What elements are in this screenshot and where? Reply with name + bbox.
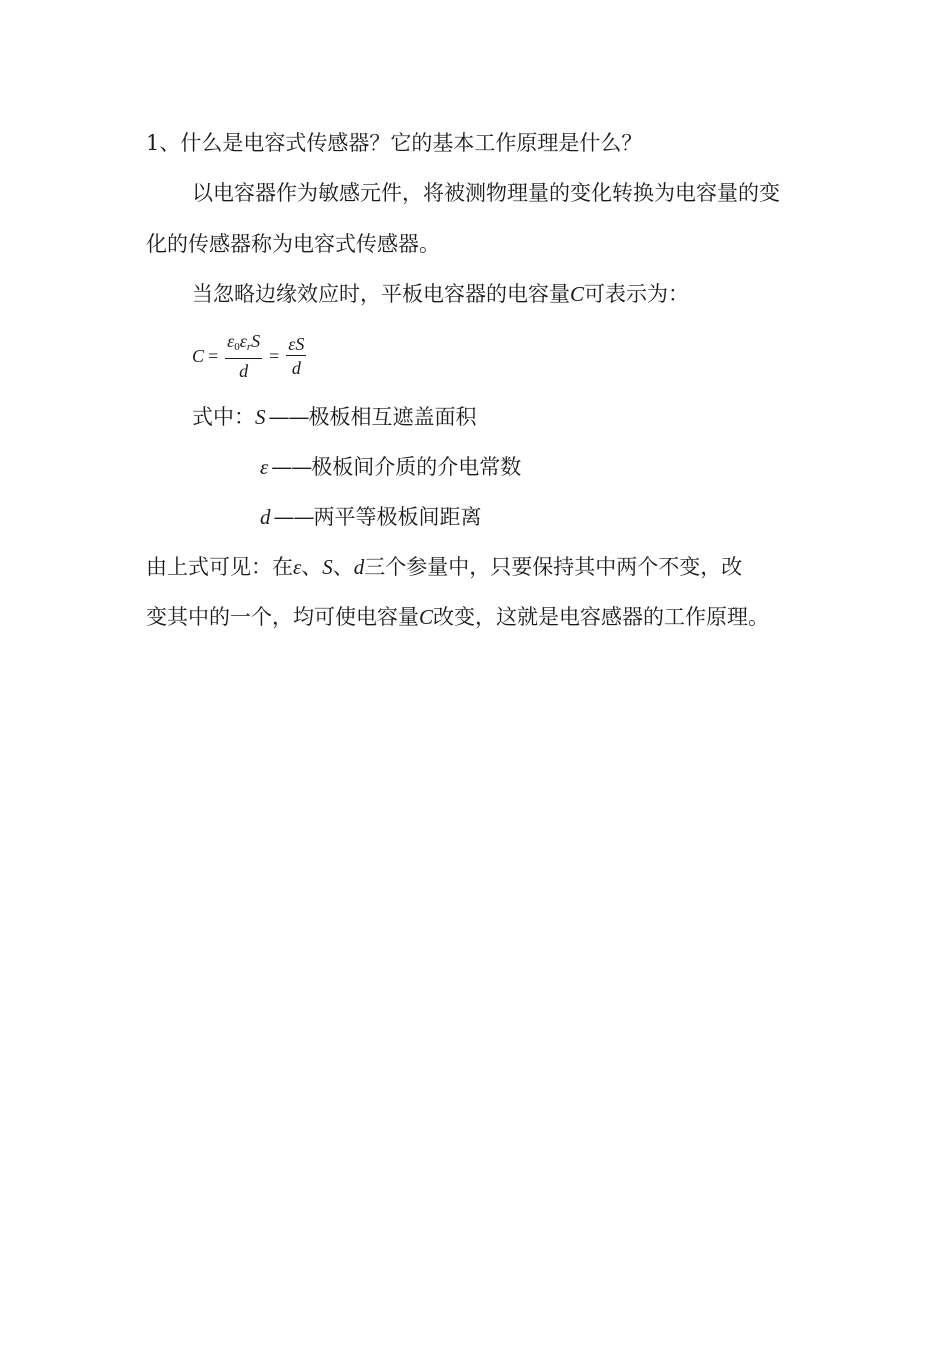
conclusion-text-2b: 改变，这就是电容感器的工作原理。 xyxy=(433,605,770,629)
separator: 、 xyxy=(301,555,323,579)
fraction-2-denominator: d xyxy=(291,358,301,378)
legend-prefix: 式中： xyxy=(192,405,255,429)
question-text: 1、什么是电容式传感器？它的基本工作原理是什么？ xyxy=(146,131,643,155)
legend-symbol-d: d xyxy=(260,505,271,529)
conclusion-s: S xyxy=(322,555,333,579)
conclusion-c: C xyxy=(419,605,434,629)
epsilon-r: ε xyxy=(239,331,247,351)
epsilon-0: ε xyxy=(227,331,235,351)
question-heading xyxy=(146,130,642,156)
conclusion-text-2a: 变其中的一个，均可使电容量 xyxy=(146,605,419,629)
formula-equals-1: = xyxy=(208,345,219,366)
legend-dash: —— xyxy=(273,505,314,529)
conclusion-line-2 xyxy=(146,604,769,630)
conclusion-epsilon: ε xyxy=(293,555,302,579)
legend-line-d xyxy=(260,504,482,530)
legend-dash: —— xyxy=(268,405,309,429)
intro-text-after: 可表示为： xyxy=(584,282,690,306)
fraction-1-numerator xyxy=(225,331,262,359)
legend-desc-s: 极板相互遮盖面积 xyxy=(308,405,477,429)
subscript-0: 0 xyxy=(234,341,240,353)
conclusion-d: d xyxy=(353,555,365,579)
legend-dash: —— xyxy=(271,455,312,479)
formula-equals-2: = xyxy=(269,345,280,366)
conclusion-line-1 xyxy=(146,554,742,580)
intro-variable-c: C xyxy=(570,282,585,306)
subscript-r: r xyxy=(246,341,252,353)
area-s: S xyxy=(251,331,261,351)
formula-fraction-1 xyxy=(225,331,262,381)
definition-text-2: 化的传感器称为电容式传感器。 xyxy=(146,232,440,256)
definition-line-2 xyxy=(146,231,440,257)
legend-symbol-s: S xyxy=(255,405,266,429)
conclusion-text-1b: 三个参量中，只要保持其中两个不变，改 xyxy=(364,555,743,579)
separator: 、 xyxy=(332,555,354,579)
fraction-2-numerator: εS xyxy=(288,334,305,354)
fraction-1-denominator: d xyxy=(239,361,249,381)
legend-line-epsilon xyxy=(260,454,521,480)
conclusion-text-1a: 由上式可见：在 xyxy=(146,555,293,579)
capacitance-formula xyxy=(192,330,309,382)
definition-line-1 xyxy=(192,180,780,206)
legend-symbol-epsilon: ε xyxy=(260,455,269,479)
intro-line xyxy=(192,281,689,307)
legend-desc-epsilon: 极板间介质的介电常数 xyxy=(311,455,522,479)
legend-line-s xyxy=(192,404,477,430)
definition-text-1: 以电容器作为敏感元件，将被测物理量的变化转换为电容量的变 xyxy=(192,181,780,205)
legend-desc-d: 两平等极板间距离 xyxy=(313,505,482,529)
intro-text-before: 当忽略边缘效应时，平板电容器的电容量 xyxy=(192,282,570,306)
formula-lhs: C xyxy=(192,345,205,366)
formula-fraction-2 xyxy=(286,334,306,378)
